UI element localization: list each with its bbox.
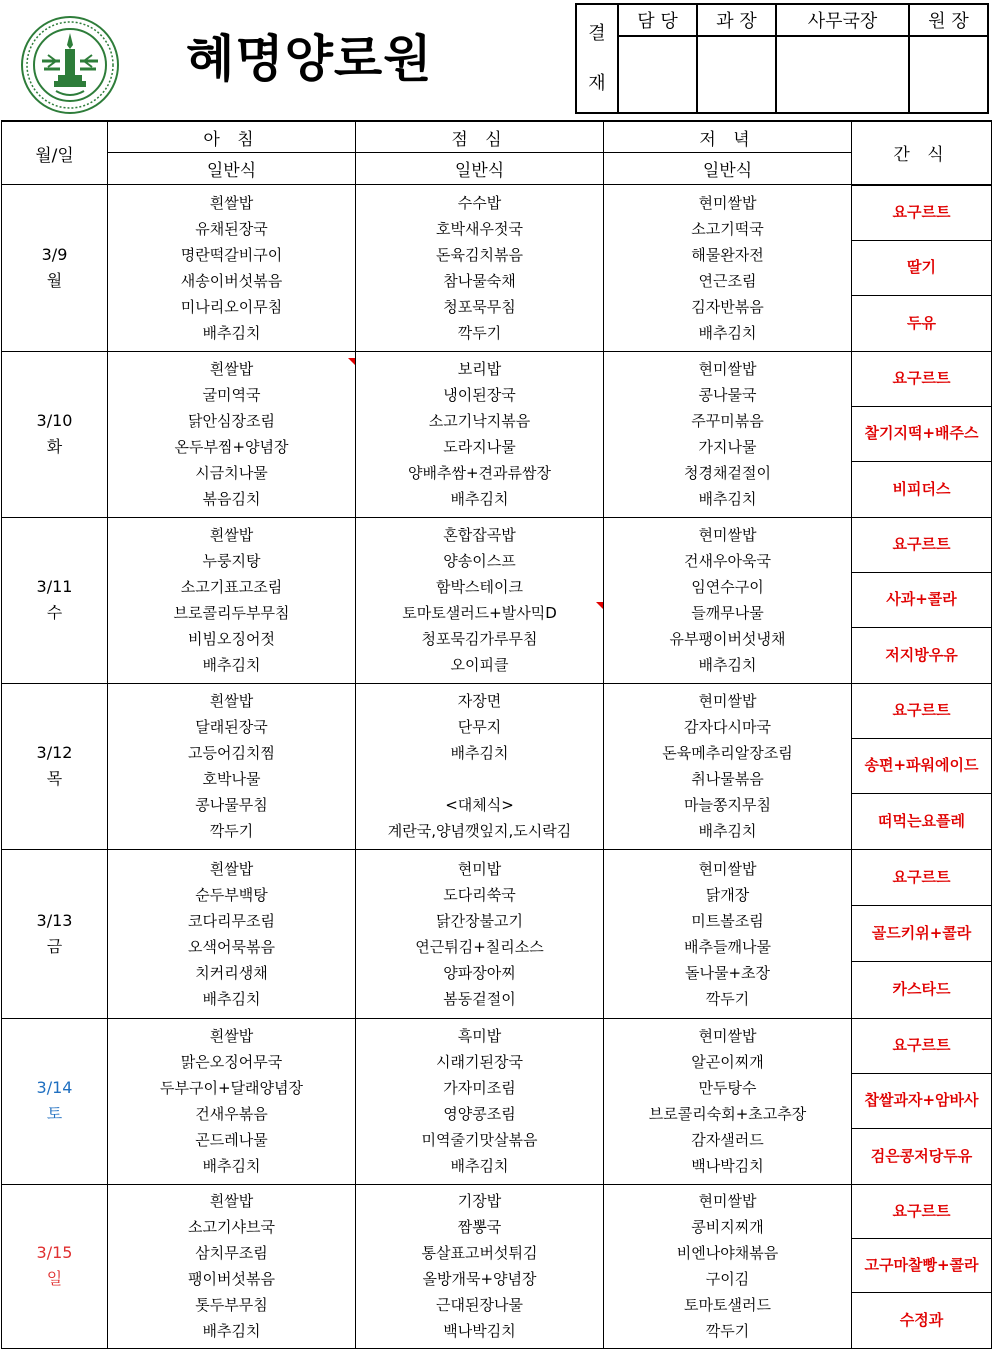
header-lunch: 점 심	[356, 121, 604, 153]
menu-item: 알곤이찌개	[691, 1053, 764, 1071]
menu-item: 흰쌀밥	[209, 1192, 254, 1210]
menu-item: 돌나물+초장	[684, 963, 771, 982]
menu-item: 삼치무조림	[195, 1244, 268, 1262]
menu-item: 팽이버섯볶음	[188, 1270, 275, 1288]
snack-item: 요구르트	[852, 352, 991, 407]
day-of-week: 토	[46, 1104, 63, 1123]
approval-sign-box[interactable]	[776, 36, 909, 113]
menu-item: 두부구이+달래양념장	[160, 1079, 303, 1097]
page-title: 혜명양로원	[186, 30, 433, 88]
menu-item: 배추김치	[698, 822, 757, 840]
menu-item: 유부팽이버섯냉채	[669, 630, 786, 648]
snack-item: 요구르트	[852, 850, 991, 906]
snack-item: 두유	[907, 313, 936, 332]
menu-item: 가자미조림	[443, 1079, 516, 1097]
menu-item: 연근튀김+칠리소스	[415, 937, 544, 956]
day-date: 3/10	[36, 411, 73, 430]
menu-item: 구이김	[705, 1270, 750, 1288]
header-date: 월/일	[2, 121, 108, 185]
menu-item: 연근조림	[698, 271, 757, 290]
menu-item: 임연수구이	[691, 578, 764, 596]
snack-item: 딸기	[852, 241, 991, 296]
menu-item: 고등어김치찜	[188, 744, 275, 762]
approval-box	[575, 3, 989, 114]
day-row	[2, 683, 992, 849]
breakfast-cell	[108, 1184, 356, 1348]
menu-item: 마늘쫑지무침	[684, 796, 771, 814]
snack-item: 요구르트	[852, 1019, 991, 1074]
comment-marker-icon[interactable]	[596, 602, 603, 609]
breakfast-cell	[108, 1018, 356, 1184]
approval-col-director: 원 장	[909, 4, 988, 36]
day-date-cell	[2, 1018, 108, 1184]
menu-item: 소고기떡국	[691, 219, 764, 238]
menu-item: 유채된장국	[195, 219, 268, 238]
breakfast-cell	[108, 185, 356, 352]
menu-item: 흑미밥	[457, 1027, 502, 1045]
day-date: 3/9	[41, 244, 68, 264]
menu-item: 배추김치	[202, 1157, 261, 1175]
comment-marker-icon[interactable]	[348, 358, 355, 365]
breakfast-cell	[108, 683, 356, 849]
header-dinner-type: 일반식	[604, 153, 852, 185]
menu-item: 호박나물	[202, 770, 261, 788]
menu-item: 배추김치	[450, 1157, 509, 1175]
menu-item: 치커리생채	[195, 963, 268, 982]
snack-cell	[852, 1018, 992, 1184]
menu-item: 배추김치	[450, 490, 509, 508]
lunch-cell	[356, 1184, 604, 1348]
day-date-cell	[2, 517, 108, 683]
snack-item: 찹쌀과자+암바사	[852, 1074, 991, 1129]
menu-item: 짬뽕국	[457, 1218, 502, 1236]
menu-item: 봄동겉절이	[443, 989, 516, 1008]
menu-item: 양파장아찌	[443, 963, 516, 982]
menu-item: 김자반볶음	[691, 297, 764, 316]
day-date-cell	[2, 683, 108, 849]
snack-item: 사과+콜라	[852, 573, 991, 628]
menu-item: 소고기샤브국	[188, 1218, 275, 1236]
menu-item: 현미밥	[457, 859, 502, 878]
approval-col-manager: 담 당	[618, 4, 697, 36]
breakfast-cell	[108, 351, 356, 517]
snack-item: 카스타드	[892, 980, 951, 998]
snack-item: 요구르트	[852, 186, 991, 241]
menu-item: 곤드레나물	[195, 1131, 268, 1149]
menu-item: 계란국,양념깻잎지,도시락김	[387, 822, 572, 840]
menu-item: 깍두기	[457, 323, 502, 342]
menu-item: 현미쌀밥	[698, 526, 757, 544]
menu-item: 청포묵김가루무침	[421, 630, 538, 648]
snack-item: 요구르트	[852, 684, 991, 739]
menu-item: 배추들깨나물	[684, 937, 771, 956]
snack-item: 비피더스	[892, 479, 951, 498]
approval-sign-box[interactable]	[697, 36, 776, 113]
menu-item: 흰쌀밥	[209, 692, 254, 710]
snack-item: 찰기지떡+배주스	[852, 407, 991, 462]
menu-item: 배추김치	[450, 744, 509, 762]
menu-item: 시래기된장국	[436, 1053, 523, 1071]
dinner-cell	[604, 351, 852, 517]
header-dinner: 저 녁	[604, 121, 852, 153]
day-of-week: 일	[46, 1269, 63, 1288]
breakfast-cell	[108, 517, 356, 683]
menu-item: 비엔나야채볶음	[676, 1244, 779, 1262]
menu-item: 혼합잡곡밥	[443, 526, 516, 544]
menu-item: 돈육메추리알장조림	[662, 744, 793, 762]
menu-item: 미나리오이무침	[180, 297, 283, 316]
menu-item: 흰쌀밥	[209, 360, 254, 378]
snack-cell	[852, 351, 992, 517]
menu-item: 소고기낙지볶음	[428, 412, 531, 430]
day-of-week: 수	[46, 603, 63, 622]
header-breakfast: 아 침	[108, 121, 356, 153]
day-date-cell	[2, 849, 108, 1018]
dinner-cell	[604, 517, 852, 683]
menu-item: 통살표고버섯튀김	[421, 1244, 538, 1262]
menu-item: 주꾸미볶음	[691, 412, 764, 430]
day-date: 3/12	[36, 743, 73, 762]
menu-item: 배추김치	[202, 323, 261, 342]
dinner-cell	[604, 1018, 852, 1184]
snack-cell	[852, 849, 992, 1018]
menu-item: 깍두기	[705, 989, 750, 1008]
menu-item: 톳두부무침	[195, 1296, 268, 1314]
menu-item: 가지나물	[698, 438, 757, 456]
menu-item: 오색어묵볶음	[188, 937, 275, 956]
menu-item: 닭안심장조림	[188, 412, 275, 430]
menu-item: 감자샐러드	[691, 1131, 764, 1149]
snack-item: 골드키위+콜라	[852, 906, 991, 962]
menu-item: 소고기표고조림	[180, 578, 283, 596]
menu-item: 깍두기	[705, 1322, 750, 1340]
menu-item: 브로콜리두부무침	[173, 604, 290, 622]
menu-item: 오이피클	[450, 656, 509, 674]
menu-item: 맑은오징어무국	[180, 1053, 283, 1071]
menu-item: 닭개장	[705, 885, 750, 904]
snack-item: 요구르트	[852, 518, 991, 573]
menu-item: 감자다시마국	[684, 718, 771, 736]
menu-item: 미역줄기맛살볶음	[421, 1131, 538, 1149]
menu-item: 현미쌀밥	[698, 692, 757, 710]
snack-cell	[852, 683, 992, 849]
snack-item: 송편+파워에이드	[852, 739, 991, 794]
menu-item: 영양콩조림	[443, 1105, 516, 1123]
snack-item: 떠먹는요플레	[878, 811, 965, 830]
menu-item: 배추김치	[698, 490, 757, 508]
approval-col-section-chief: 과 장	[697, 4, 776, 36]
menu-item: 닭간장불고기	[436, 911, 523, 930]
menu-item: 양배추쌈+견과류쌈장	[408, 464, 551, 482]
lunch-cell	[356, 351, 604, 517]
day-date-cell	[2, 351, 108, 517]
menu-item: 누룽지탕	[202, 552, 261, 570]
menu-item: 현미쌀밥	[698, 1027, 757, 1045]
day-date: 3/14	[36, 1078, 73, 1097]
menu-item: 흰쌀밥	[209, 859, 254, 878]
day-row	[2, 849, 992, 1018]
snack-cell	[852, 517, 992, 683]
menu-item: 토마토샐러드	[684, 1296, 771, 1314]
lunch-cell	[356, 1018, 604, 1184]
day-row	[2, 185, 992, 352]
menu-item: 해물완자전	[691, 245, 764, 264]
dinner-cell	[604, 1184, 852, 1348]
day-date-cell	[2, 1184, 108, 1348]
menu-item: 현미쌀밥	[698, 859, 757, 878]
day-row	[2, 1018, 992, 1184]
day-date: 3/15	[36, 1243, 73, 1262]
menu-item: 참나물숙채	[443, 271, 516, 290]
breakfast-cell	[108, 849, 356, 1018]
menu-item: 만두탕수	[698, 1079, 757, 1097]
day-date-cell	[2, 185, 108, 352]
menu-item: 브로콜리숙회+초고추장	[648, 1105, 807, 1123]
menu-item: 굴미역국	[202, 386, 261, 404]
day-of-week: 월	[46, 270, 63, 290]
menu-item: 함박스테이크	[436, 578, 523, 596]
snack-item: 검은콩저당두유	[870, 1146, 973, 1165]
header-breakfast-type: 일반식	[108, 153, 356, 185]
menu-item: 건새우볶음	[195, 1105, 268, 1123]
snack-item: 저지방우유	[885, 645, 958, 664]
approval-sign-box[interactable]	[618, 36, 697, 113]
menu-item: 달래된장국	[195, 718, 268, 736]
day-row	[2, 351, 992, 517]
menu-item: 흰쌀밥	[209, 193, 254, 212]
snack-item: 요구르트	[852, 1185, 991, 1239]
menu-item: <대체식>	[445, 796, 514, 814]
menu-item: 현미쌀밥	[698, 1192, 757, 1210]
header-snack: 간 식	[852, 121, 992, 185]
menu-item: 청포묵무침	[443, 297, 516, 316]
menu-item: 양송이스프	[443, 552, 516, 570]
menu-item: 깍두기	[209, 822, 254, 840]
menu-item: 새송이버섯볶음	[180, 271, 283, 290]
menu-item: 도다리쑥국	[443, 885, 516, 904]
snack-item: 고구마찰빵+콜라	[852, 1239, 991, 1293]
menu-item: 호박새우젓국	[436, 219, 523, 238]
menu-item: 흰쌀밥	[209, 526, 254, 544]
lunch-cell	[356, 683, 604, 849]
lunch-cell	[356, 517, 604, 683]
menu-item: 냉이된장국	[443, 386, 516, 404]
menu-item: 배추김치	[202, 656, 261, 674]
menu-item: 청경채겉절이	[684, 464, 771, 482]
page-header	[0, 0, 992, 118]
menu-item: 미트볼조림	[691, 911, 764, 930]
menu-item: 명란떡갈비구이	[180, 245, 283, 264]
snack-cell	[852, 1184, 992, 1348]
menu-item: 토마토샐러드+발사믹D	[402, 604, 557, 622]
menu-item: 콩나물무침	[195, 796, 268, 814]
menu-item: 배추김치	[202, 989, 261, 1008]
day-of-week: 금	[46, 936, 63, 956]
snack-item: 수정과	[899, 1310, 944, 1329]
menu-item: 근대된장나물	[436, 1296, 523, 1314]
day-of-week: 목	[46, 769, 63, 788]
menu-item: 단무지	[457, 718, 502, 736]
menu-item: 콩나물국	[698, 386, 757, 404]
menu-item: 현미쌀밥	[698, 360, 757, 378]
header-lunch-type: 일반식	[356, 153, 604, 185]
snack-cell	[852, 185, 992, 352]
menu-item: 볶음김치	[202, 490, 261, 508]
day-row	[2, 1184, 992, 1348]
menu-item: 기장밥	[457, 1192, 502, 1210]
approval-side-label: 결 재	[576, 4, 618, 113]
menu-item: 배추김치	[698, 323, 757, 342]
lunch-cell	[356, 849, 604, 1018]
menu-item: 흰쌀밥	[209, 1027, 254, 1045]
menu-item: 현미쌀밥	[698, 193, 757, 212]
menu-item: 들깨무나물	[691, 604, 764, 622]
day-date: 3/13	[36, 910, 73, 930]
dinner-cell	[604, 185, 852, 352]
menu-item: 취나물볶음	[691, 770, 764, 788]
menu-item: 돈육김치볶음	[436, 245, 523, 264]
menu-item: 코다리무조림	[188, 911, 275, 930]
menu-item	[356, 766, 603, 792]
menu-item: 순두부백탕	[195, 885, 268, 904]
lunch-cell	[356, 185, 604, 352]
weekly-menu-table	[1, 120, 992, 1349]
menu-item: 수수밥	[457, 193, 502, 212]
menu-item: 건새우아욱국	[684, 552, 771, 570]
menu-item: 올방개묵+양념장	[422, 1270, 537, 1288]
menu-item: 콩비지찌개	[691, 1218, 764, 1236]
day-of-week: 화	[46, 437, 63, 456]
menu-item: 보리밥	[457, 360, 502, 378]
emblem-logo-icon	[20, 15, 120, 115]
menu-item: 온두부찜+양념장	[174, 438, 289, 456]
menu-item: 백나박김치	[691, 1157, 764, 1175]
menu-item: 배추김치	[698, 656, 757, 674]
day-row	[2, 517, 992, 683]
menu-item: 자장면	[457, 692, 502, 710]
menu-item: 비빔오징어젓	[188, 630, 275, 648]
approval-col-office-director: 사무국장	[776, 4, 909, 36]
day-date: 3/11	[36, 577, 73, 596]
menu-item: 백나박김치	[443, 1322, 516, 1340]
menu-item: 도라지나물	[443, 438, 516, 456]
dinner-cell	[604, 849, 852, 1018]
menu-item: 시금치나물	[195, 464, 268, 482]
menu-item: 배추김치	[202, 1322, 261, 1340]
dinner-cell	[604, 683, 852, 849]
approval-sign-box[interactable]	[909, 36, 988, 113]
